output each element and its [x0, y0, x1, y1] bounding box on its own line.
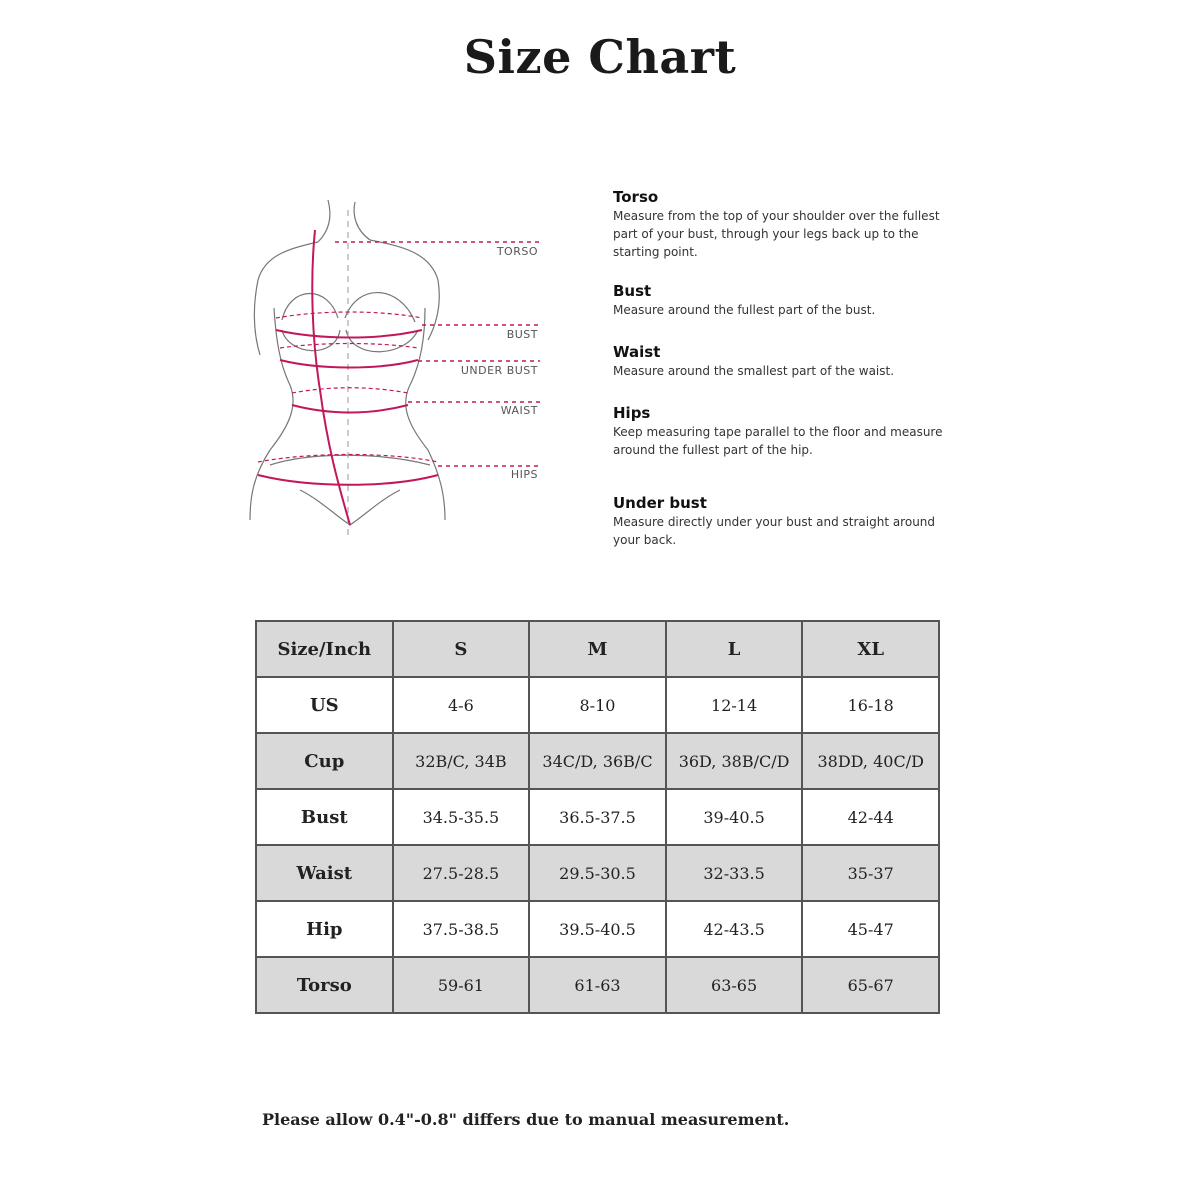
table-header-row	[256, 621, 939, 677]
table-cell: 34C/D, 36B/C	[529, 733, 666, 789]
definition-text: Measure around the fullest part of the bust.	[613, 303, 876, 317]
table-cell: 39.5-40.5	[529, 901, 666, 957]
page-title: Size Chart	[463, 30, 737, 84]
table-row	[256, 901, 939, 957]
definition-text: Measure directly under your bust and straight around your back.	[613, 515, 936, 547]
table-cell: 29.5-30.5	[529, 845, 666, 901]
table-cell: 35-37	[802, 845, 939, 901]
definition-title: Bust	[613, 282, 652, 300]
definition-text: Measure around the smallest part of the waist.	[613, 364, 895, 378]
table-cell: 61-63	[529, 957, 666, 1013]
definition-text: Keep measuring tape parallel to the floor and measure around the fullest part of the hip.	[613, 425, 943, 457]
definition-title: Torso	[613, 188, 659, 206]
table-cell: 32-33.5	[666, 845, 803, 901]
table-row	[256, 789, 939, 845]
label-hips: HIPS	[510, 468, 538, 481]
table-row	[256, 733, 939, 789]
table-cell: 59-61	[393, 957, 530, 1013]
table-cell: 36D, 38B/C/D	[666, 733, 803, 789]
table-cell: 42-44	[802, 789, 939, 845]
table-cell: 38DD, 40C/D	[802, 733, 939, 789]
row-label: Cup	[256, 733, 393, 789]
body-measurement-figure	[240, 190, 560, 540]
definition-bust	[613, 282, 953, 319]
body-outline-illustration	[240, 190, 560, 540]
table-cell: 45-47	[802, 901, 939, 957]
definition-waist	[613, 343, 953, 380]
row-label: Torso	[256, 957, 393, 1013]
table-row	[256, 845, 939, 901]
table-row	[256, 677, 939, 733]
definition-torso	[613, 188, 953, 261]
table-cell: 37.5-38.5	[393, 901, 530, 957]
table-header-cell: M	[529, 621, 666, 677]
definition-title: Under bust	[613, 494, 707, 512]
table-cell: 32B/C, 34B	[393, 733, 530, 789]
table-cell: 63-65	[666, 957, 803, 1013]
label-waist: WAIST	[500, 404, 538, 417]
row-label: Bust	[256, 789, 393, 845]
table-header-cell: Size/Inch	[256, 621, 393, 677]
table-header-cell: XL	[802, 621, 939, 677]
row-label: Waist	[256, 845, 393, 901]
table-cell: 8-10	[529, 677, 666, 733]
table-cell: 36.5-37.5	[529, 789, 666, 845]
label-torso: TORSO	[496, 245, 538, 258]
label-bust: BUST	[506, 328, 538, 341]
row-label: Hip	[256, 901, 393, 957]
table-cell: 39-40.5	[666, 789, 803, 845]
table-header-cell: S	[393, 621, 530, 677]
table-cell: 12-14	[666, 677, 803, 733]
row-label: US	[256, 677, 393, 733]
definition-title: Hips	[613, 404, 651, 422]
label-under-bust: UNDER BUST	[460, 364, 538, 377]
measurement-note: Please allow 0.4"-0.8" differs due to manual measurement.	[262, 1110, 790, 1129]
table-cell: 27.5-28.5	[393, 845, 530, 901]
table-cell: 34.5-35.5	[393, 789, 530, 845]
definition-title: Waist	[613, 343, 661, 361]
table-row	[256, 957, 939, 1013]
table-header-cell: L	[666, 621, 803, 677]
definition-hips	[613, 404, 953, 459]
table-cell: 16-18	[802, 677, 939, 733]
table-cell: 4-6	[393, 677, 530, 733]
definition-under-bust	[613, 494, 953, 549]
table-cell: 65-67	[802, 957, 939, 1013]
definition-text: Measure from the top of your shoulder over the fullest part of your bust, through your legs back up to the starting point.	[613, 209, 940, 259]
table-cell: 42-43.5	[666, 901, 803, 957]
size-table	[255, 620, 940, 1014]
